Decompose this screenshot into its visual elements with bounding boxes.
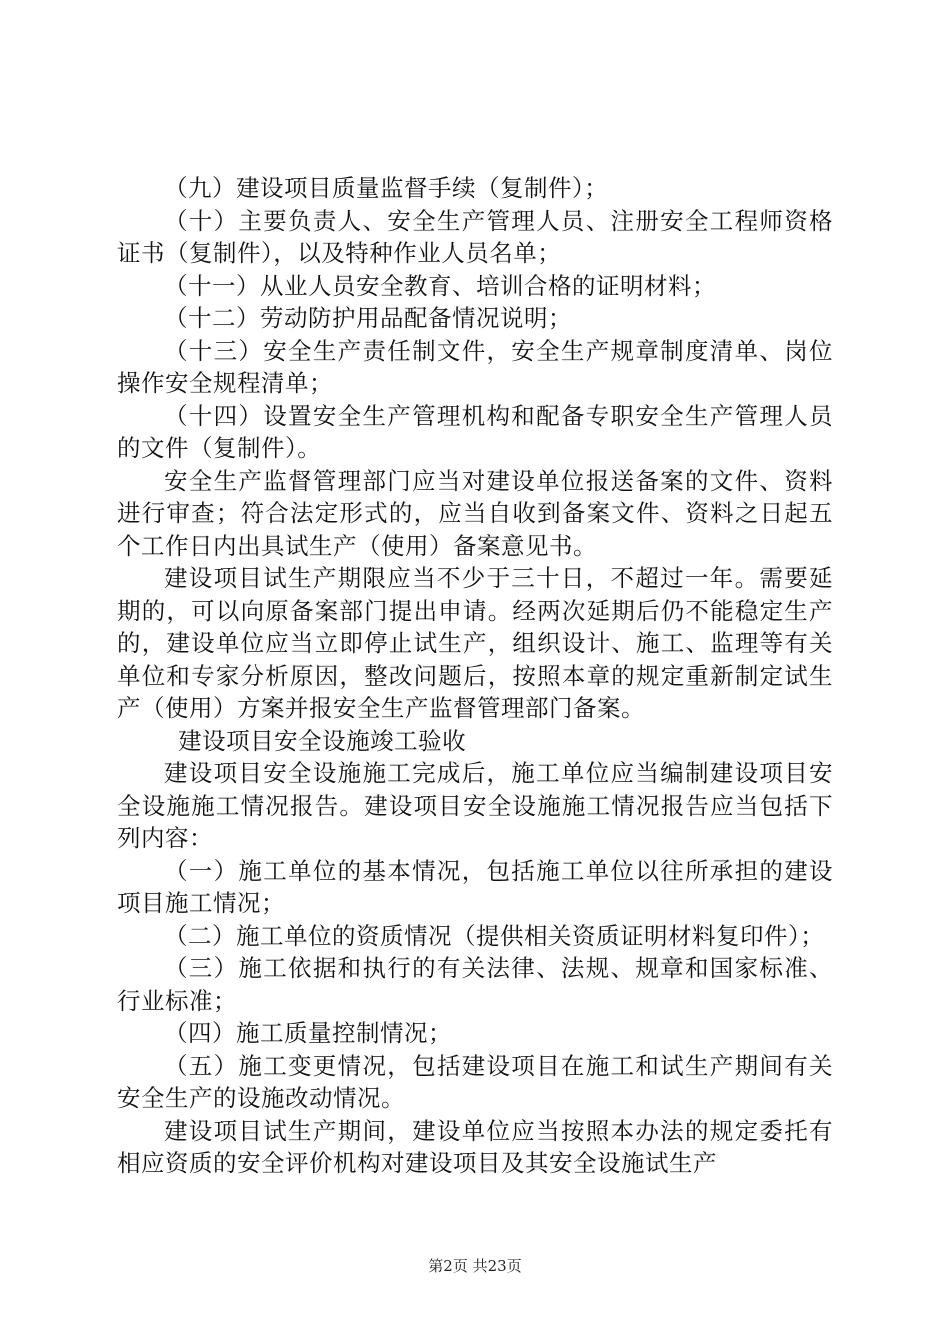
paragraph-15: （五）施工变更情况，包括建设项目在施工和试生产期间有关安全生产的设施改动情况。: [117, 1051, 833, 1112]
section-heading: 建设项目安全设施竣工验收: [178, 726, 467, 755]
paragraph-7: 安全生产监督管理部门应当对建设单位报送备案的文件、资料进行审查；符合法定形式的，应当自收到备案文件、资料之日起五个工作日内出具试生产（使用）备案意见书。: [117, 466, 833, 560]
paragraph-6: （十四）设置安全生产管理机构和配备专职安全生产管理人员的文件（复制件）。: [117, 401, 833, 462]
paragraph-16: 建设项目试生产期间，建设单位应当按照本办法的规定委托有相应资质的安全评价机构对建设项目及其安全设施试生产: [117, 1116, 833, 1177]
paragraph-2: （十）主要负责人、安全生产管理人员、注册安全工程师资格证书（复制件），以及特种作业人员名单；: [117, 206, 833, 267]
paragraph-13: （三）施工依据和执行的有关法律、法规、规章和国家标准、行业标准；: [117, 954, 833, 1015]
document-body: [117, 172, 833, 1180]
paragraph-11: （一）施工单位的基本情况，包括施工单位以往所承担的建设项目施工情况；: [117, 856, 833, 917]
paragraph-5: （十三）安全生产责任制文件，安全生产规章制度清单、岗位操作安全规程清单；: [117, 336, 833, 397]
paragraph-4: （十二）劳动防护用品配备情况说明；: [164, 304, 572, 332]
paragraph-10: 建设项目安全设施施工完成后，施工单位应当编制建设项目安全设施施工情况报告。建设项目安全设施施工情况报告应当包括下列内容：: [117, 759, 833, 852]
paragraph-12: （二）施工单位的资质情况（提供相关资质证明材料复印件）；: [164, 921, 825, 950]
paragraph-1: （九）建设项目质量监督手续（复制件）；: [164, 174, 609, 202]
paragraph-3: （十一）从业人员安全教育、培训合格的证明材料；: [164, 271, 716, 300]
paragraph-14: （四）施工质量控制情况；: [164, 1019, 452, 1047]
page-number-footer: 第2页 共23页: [428, 1257, 522, 1275]
paragraph-8: 建设项目试生产期限应当不少于三十日，不超过一年。需要延期的，可以向原备案部门提出申请。经两次延期后仍不能稳定生产的，建设单位应当立即停止试生产，组织设计、施工、监理等有关单位和专家分析原因，整改问题后，按照本章的规定重新制定试生产（使用）方案并报安全生产监督管理部门备案。: [117, 564, 833, 722]
